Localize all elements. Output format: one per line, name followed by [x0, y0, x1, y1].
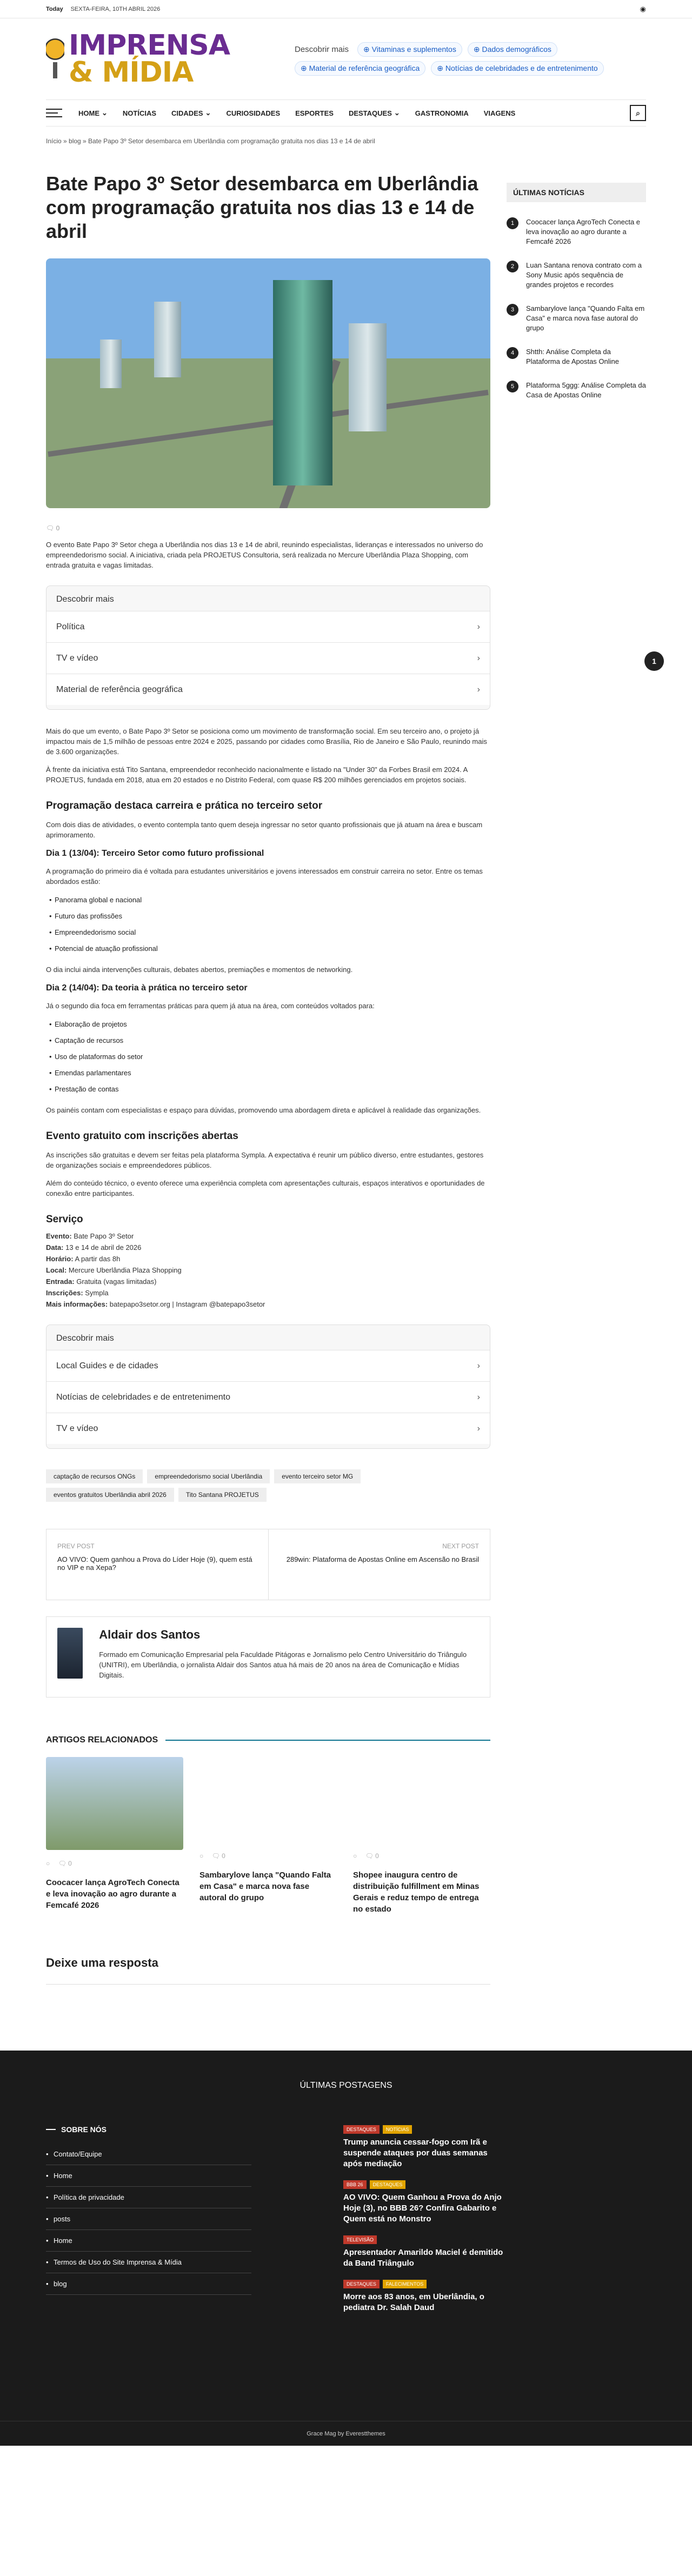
nav-item-destaques[interactable]: DESTAQUES ⌄	[348, 109, 400, 117]
article-paragraph: A programação do primeiro dia é voltada para estudantes universitários e jovens interessados em construir carreira no setor. Entre os temas abordados estão:	[46, 867, 483, 886]
nav-item-noticias[interactable]: NOTÍCIAS	[122, 109, 157, 117]
chevron-down-icon: ⌄	[205, 109, 211, 117]
discover-title: Descobrir mais	[56, 595, 114, 604]
related-articles-header: ARTIGOS RELACIONADOS	[46, 1735, 490, 1745]
avatar	[57, 1628, 83, 1679]
section-heading: Programação destaca carreira e prática no terceiro setor	[46, 800, 323, 811]
article	[46, 156, 490, 1985]
nav-item-gastronomia[interactable]: GASTRONOMIA	[415, 109, 469, 117]
footer-credit: Grace Mag by Everestthemes	[0, 2421, 692, 2446]
article-paragraph: Com dois dias de atividades, o evento contempla tanto quem deseja ingressar no setor quanto profissionais que já atuam na área e buscam aprimoramento.	[46, 821, 483, 839]
top-bar	[0, 0, 692, 18]
footer-link[interactable]: • Política de privacidade	[46, 2187, 251, 2208]
today-label: Today	[46, 5, 63, 12]
chevron-right-icon: ›	[477, 622, 480, 631]
site-header	[0, 18, 692, 99]
list-item: • Panorama global e nacional	[49, 892, 490, 908]
tag-link[interactable]: captação de recursos ONGs	[46, 1469, 143, 1483]
article-paragraph: O evento Bate Papo 3º Setor chega a Uberlândia nos dias 13 e 14 de abril, reunindo especialistas, lideranças e interessados no universo do empreendedorismo social. A iniciativa, criada pela PROJETUS Consultoria, será realizada no Mercure Uberlândia Plaza Shopping, com entrada gratuita e vagas limitadas.	[46, 541, 483, 569]
footer-post[interactable]: BBB 26 DESTAQUES AO VIVO: Quem Ganhou a Prova do Anjo Hoje (3), no BBB 26? Confira Gabarito e Quem está no Monstro	[343, 2180, 505, 2225]
sidebar-item[interactable]: 4 Shtth: Análise Completa da Plataforma de Apostas Online	[507, 347, 646, 367]
site-footer	[0, 2051, 692, 2446]
sidebar	[507, 156, 646, 1985]
footer-post[interactable]: DESTAQUES NOTÍCIAS Trump anuncia cessar-fogo com Irã e suspende ataques por duas semanas após mediação	[343, 2125, 505, 2169]
footer-link[interactable]: • Termos de Uso do Site Imprensa & Mídia	[46, 2252, 251, 2273]
sidebar-title: ÚLTIMAS NOTÍCIAS	[507, 183, 646, 202]
main-nav	[46, 99, 646, 127]
footer-links	[46, 2144, 251, 2295]
discover-title: Descobrir mais	[56, 1334, 114, 1343]
menu-icon[interactable]	[46, 109, 62, 117]
floating-badge[interactable]: 1	[644, 651, 664, 671]
footer-post[interactable]: TELEVISÃO Apresentador Amarildo Maciel é demitido da Band Triângulo	[343, 2235, 505, 2269]
chevron-down-icon: ⌄	[394, 109, 400, 117]
nav-item-curiosidades[interactable]: CURIOSIDADES	[226, 109, 281, 117]
article-paragraph: As inscrições são gratuitas e devem ser feitas pela plataforma Sympla. A expectativa é reunir um público diverso, entre estudantes, gestores de organizações sociais e empreendedores públicos.	[46, 1151, 484, 1169]
current-date: SEXTA-FEIRA, 10TH ABRIL 2026	[70, 5, 161, 12]
article-paragraph: Além do conteúdo técnico, o evento oferece uma experiência completa com apresentações culturais, espaços interativos e oportunidades de conexão entre participantes.	[46, 1179, 485, 1197]
author-box	[46, 1616, 490, 1698]
footer-title: ÚLTIMAS POSTAGENS	[300, 2081, 392, 2090]
service-info: Evento: Bate Papo 3º Setor Data: 13 e 14 de abril de 2026 Horário: A partir das 8h Local: Mercure Uberlândia Plaza Shopping Entrada: Gratuita (vagas limitadas) Inscrições: Sympla Mais informações: batepapo3setor.org | Instagram @batepapo3setor	[46, 1232, 265, 1308]
footer-link[interactable]: • Home	[46, 2230, 251, 2252]
discover-more-box	[46, 585, 490, 710]
footer-link[interactable]: • posts	[46, 2208, 251, 2230]
footer-link[interactable]: • blog	[46, 2273, 251, 2295]
discover-pill[interactable]: ⊕ Notícias de celebridades e de entretenimento	[431, 61, 603, 76]
footer-about-title: SOBRE NÓS	[46, 2125, 251, 2134]
list-item: • Empreendedorismo social	[49, 924, 490, 941]
list-item: • Captação de recursos	[49, 1033, 490, 1049]
subsection-heading: Dia 2 (14/04): Da teoria à prática no terceiro setor	[46, 983, 248, 993]
next-post-link[interactable]: NEXT POST 289win: Plataforma de Apostas Online em Ascensão no Brasil	[286, 1542, 479, 1563]
sidebar-item[interactable]: 3 Sambarylove lança "Quando Falta em Casa" e marca nova fase autoral do grupo	[507, 304, 646, 333]
topics-list	[46, 1016, 490, 1097]
footer-link[interactable]: • Contato/Equipe	[46, 2144, 251, 2165]
tag-link[interactable]: eventos gratuitos Uberlândia abril 2026	[46, 1488, 174, 1502]
tag-link[interactable]: empreendedorismo social Uberlândia	[147, 1469, 270, 1483]
prev-post-link[interactable]: PREV POST AO VIVO: Quem ganhou a Prova do Líder Hoje (9), quem está no VIP e na Xepa?	[46, 1529, 269, 1600]
discover-more-box	[46, 1324, 490, 1449]
article-hero-image	[46, 258, 490, 508]
reply-title: Deixe uma resposta	[46, 1956, 490, 1985]
discover-item[interactable]: TV e vídeo ›	[46, 642, 490, 674]
nav-item-viagens[interactable]: VIAGENS	[483, 109, 516, 117]
article-title: Bate Papo 3º Setor desembarca em Uberlândia com programação gratuita nos dias 13 e 14 de abril	[46, 172, 478, 242]
related-articles	[46, 1757, 490, 1915]
breadcrumb: Início » blog » Bate Papo 3º Setor desembarca em Uberlândia com programação gratuita nos dias 13 e 14 de abril	[46, 137, 375, 145]
discover-pill[interactable]: ⊕ Material de referência geográfica	[295, 61, 425, 76]
discover-item[interactable]: Notícias de celebridades e de entretenimento ›	[46, 1381, 490, 1413]
chevron-right-icon: ›	[477, 1423, 480, 1433]
author-name[interactable]: Aldair dos Santos	[99, 1628, 201, 1641]
chevron-right-icon: ›	[477, 1361, 480, 1370]
rss-icon[interactable]: ◉	[640, 4, 646, 13]
discover-item[interactable]: Local Guides e de cidades ›	[46, 1350, 490, 1381]
article-paragraph: À frente da iniciativa está Tito Santana, empreendedor reconhecido nacionalmente e listado na "Under 30" da Forbes Brasil em 2024. A PROJETUS, fundada em 2018, atua em 20 estados e no Distrito Federal, com quase R$ 200 milhões gerenciados em projetos sociais.	[46, 766, 468, 784]
chevron-right-icon: ›	[477, 1392, 480, 1402]
chevron-right-icon: ›	[477, 684, 480, 694]
discover-pill[interactable]: ⊕ Vitaminas e suplementos	[357, 42, 462, 57]
discover-item[interactable]: TV e vídeo ›	[46, 1413, 490, 1444]
site-logo[interactable]: IMPRENSA & MÍDIA	[46, 26, 230, 91]
list-item: • Potencial de atuação profissional	[49, 941, 490, 957]
discover-item[interactable]: Material de referência geográfica ›	[46, 674, 490, 705]
discover-more-header	[295, 42, 646, 76]
chevron-down-icon: ⌄	[102, 109, 108, 117]
footer-posts	[343, 2125, 505, 2324]
article-paragraph: Mais do que um evento, o Bate Papo 3º Setor se posiciona como um movimento de transformação social. Em seu terceiro ano, o projeto já impactou mais de 1,5 milhão de pessoas entre 2024 e 2025, passando por cidades como Brasília, Rio de Janeiro e São Paulo, reunindo mais de 3.600 organizações.	[46, 727, 487, 756]
nav-item-esportes[interactable]: ESPORTES	[295, 109, 334, 117]
discover-item[interactable]: Política ›	[46, 611, 490, 642]
list-item: • Elaboração de projetos	[49, 1016, 490, 1033]
tag-link[interactable]: evento terceiro setor MG	[274, 1469, 361, 1483]
topics-list	[46, 892, 490, 957]
section-heading: Evento gratuito com inscrições abertas	[46, 1130, 238, 1142]
section-heading: Serviço	[46, 1214, 83, 1225]
microphone-icon	[46, 35, 64, 83]
list-item: • Uso de plataformas do setor	[49, 1049, 490, 1065]
article-paragraph: Os painéis contam com especialistas e espaço para dúvidas, promovendo uma abordagem direta e aplicável à realidade das organizações.	[46, 1106, 481, 1114]
article-paragraph: Já o segundo dia foca em ferramentas práticas para quem já atua na área, com conteúdos voltados para:	[46, 1002, 375, 1010]
nav-item-cidades[interactable]: CIDADES ⌄	[171, 109, 211, 117]
tag-list	[46, 1469, 490, 1502]
subsection-heading: Dia 1 (13/04): Terceiro Setor como futuro profissional	[46, 849, 264, 858]
post-navigation	[46, 1529, 490, 1600]
sidebar-item[interactable]: 2 Luan Santana renova contrato com a Sony Music após sequência de grandes projetos e recordes	[507, 261, 646, 290]
tag-link[interactable]: Tito Santana PROJETUS	[178, 1488, 267, 1502]
related-card[interactable]: ○ 🗨 0 Coocacer lança AgroTech Conecta e leva inovação ao agro durante a Femcafé 2026	[46, 1757, 183, 1915]
chevron-right-icon: ›	[477, 653, 480, 663]
nav-item-home[interactable]: HOME ⌄	[78, 109, 108, 117]
related-card[interactable]: ○ 🗨 0 Shopee inaugura centro de distribuição fulfillment em Minas Gerais e reduz tempo de entrega no estado	[353, 1852, 480, 1914]
footer-post[interactable]: DESTAQUES FALECIMENTOS Morre aos 83 anos, em Uberlândia, o pediatra Dr. Salah Daud	[343, 2280, 505, 2313]
related-image	[46, 1757, 183, 1850]
related-card[interactable]: ○ 🗨 0 Sambarylove lança "Quando Falta em Casa" e marca nova fase autoral do grupo	[199, 1852, 331, 1902]
sidebar-item[interactable]: 5 Plataforma 5ggg: Análise Completa da Casa de Apostas Online	[507, 381, 646, 400]
comment-count[interactable]: 🗨 0	[46, 524, 60, 532]
search-icon[interactable]: ⌕	[630, 105, 646, 121]
sidebar-item[interactable]: 1 Coocacer lança AgroTech Conecta e leva inovação ao agro durante a Femcafé 2026	[507, 217, 646, 247]
list-item: • Prestação de contas	[49, 1081, 490, 1097]
author-bio: Formado em Comunicação Empresarial pela Faculdade Pitágoras e Jornalismo pelo Centro Universitário do Triângulo (UNITRI), em Uberlândia, o jornalista Aldair dos Santos atua há mais de 20 anos na área de Comunicação e Mídias Digitais.	[99, 1650, 467, 1679]
article-paragraph: O dia inclui ainda intervenções culturais, debates abertos, premiações e momentos de networking.	[46, 966, 353, 974]
list-item: • Futuro das profissões	[49, 908, 490, 924]
footer-link[interactable]: • Home	[46, 2165, 251, 2187]
list-item: • Emendas parlamentares	[49, 1065, 490, 1081]
discover-label: Descobrir mais	[295, 45, 349, 54]
discover-pill[interactable]: ⊕ Dados demográficos	[468, 42, 557, 57]
